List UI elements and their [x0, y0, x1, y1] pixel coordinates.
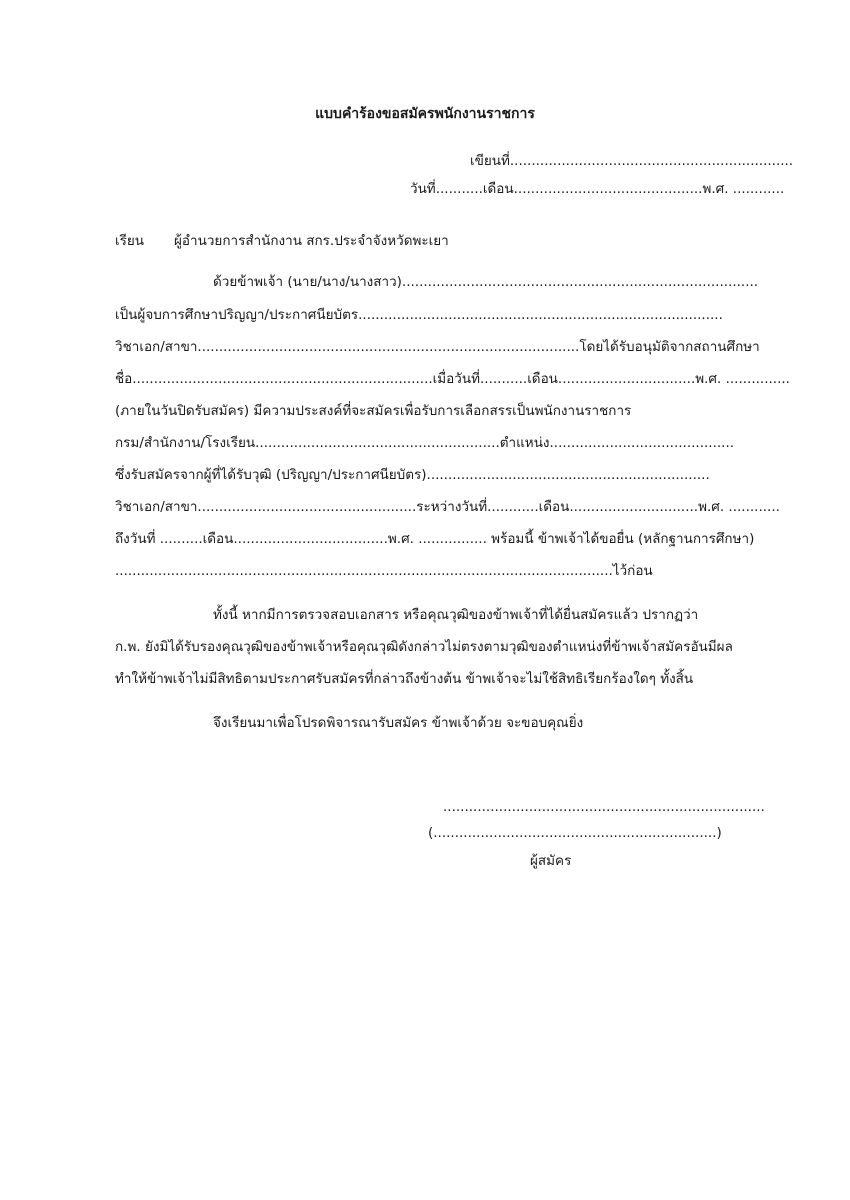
body-line-end-date: ถึงวันที่ ..........เดือน....................................พ.ศ. ................ พร้อมนี้ ข้าพเจ้าได้ขอยื่น (หลักฐานการศึกษา): [115, 531, 755, 547]
written-at-line: เขียนที่..................................................................: [470, 153, 794, 169]
form-title: แบบคำร้องขอสมัครพนักงานราชการ: [315, 106, 535, 122]
body-line-qualification: ซึ่งรับสมัครจากผู้ที่ได้รับวุฒิ (ปริญญา/ประกาศนียบัตร)..................................................................: [115, 467, 710, 483]
date-line: วันที่...........เดือน............................................พ.ศ. ............: [410, 181, 785, 197]
closing-line: จึงเรียนมาเพื่อโปรดพิจารณารับสมัคร ข้าพเจ้าด้วย จะขอบคุณยิ่ง: [213, 715, 584, 731]
body-line-department: กรม/สำนักงาน/โรงเรียน.........................................................ตำแหน่ง...........................................: [115, 435, 735, 451]
body-line-major-period: วิชาเอก/สาขา...................................................ระหว่างวันที่............เดือน..............................พ.ศ. ............: [115, 499, 780, 515]
body-line-intent: (ภายในวันปิดรับสมัคร) มีความประสงค์ที่จะสมัครเพื่อรับการเลือกสรรเป็นพนักงานราชการ: [115, 403, 632, 419]
body-line-submit: ....................................................................................................................ไว้ก่อน: [115, 563, 653, 579]
signature-name-line: (..................................................................): [428, 825, 722, 841]
signature-line: ...........................................................................: [443, 799, 765, 815]
body-line-applicant-name: ด้วยข้าพเจ้า (นาย/นาง/นางสาว)...................................................................................: [213, 274, 759, 290]
body-line-institution: ชื่อ......................................................................เมื่อวันที่...........เดือน................................พ.ศ. ...............: [115, 371, 790, 387]
paragraph-line-3: ทำให้ข้าพเจ้าไม่มีสิทธิตามประกาศรับสมัครที่กล่าวถึงข้างต้น ข้าพเจ้าจะไม่ใช้สิทธิเรียกร้องใดๆ ทั้งสิ้น: [115, 671, 694, 687]
body-line-major: วิชาเอก/สาขา.........................................................................................โดยได้รับอนุมัติจากสถานศึกษา: [115, 339, 760, 355]
salutation-label: เรียน: [115, 233, 145, 249]
paragraph-line-2: ก.พ. ยังมิได้รับรองคุณวุฒิของข้าพเจ้าหรือคุณวุฒิดังกล่าวไม่ตรงตามวุฒิของตำแหน่งที่ข้าพเจ้าสมัครอันมีผล: [115, 639, 733, 655]
body-line-education: เป็นผู้จบการศึกษาปริญญา/ประกาศนียบัตร.....................................................................................: [115, 307, 723, 323]
paragraph-line-1: ทั้งนี้ หากมีการตรวจสอบเอกสาร หรือคุณวุฒิของข้าพเจ้าที่ได้ยื่นสมัครแล้ว ปรากฏว่า: [213, 607, 699, 623]
salutation-recipient: ผู้อำนวยการสำนักงาน สกร.ประจำจังหวัดพะเยา: [174, 233, 449, 249]
applicant-role-label: ผู้สมัคร: [530, 853, 572, 869]
